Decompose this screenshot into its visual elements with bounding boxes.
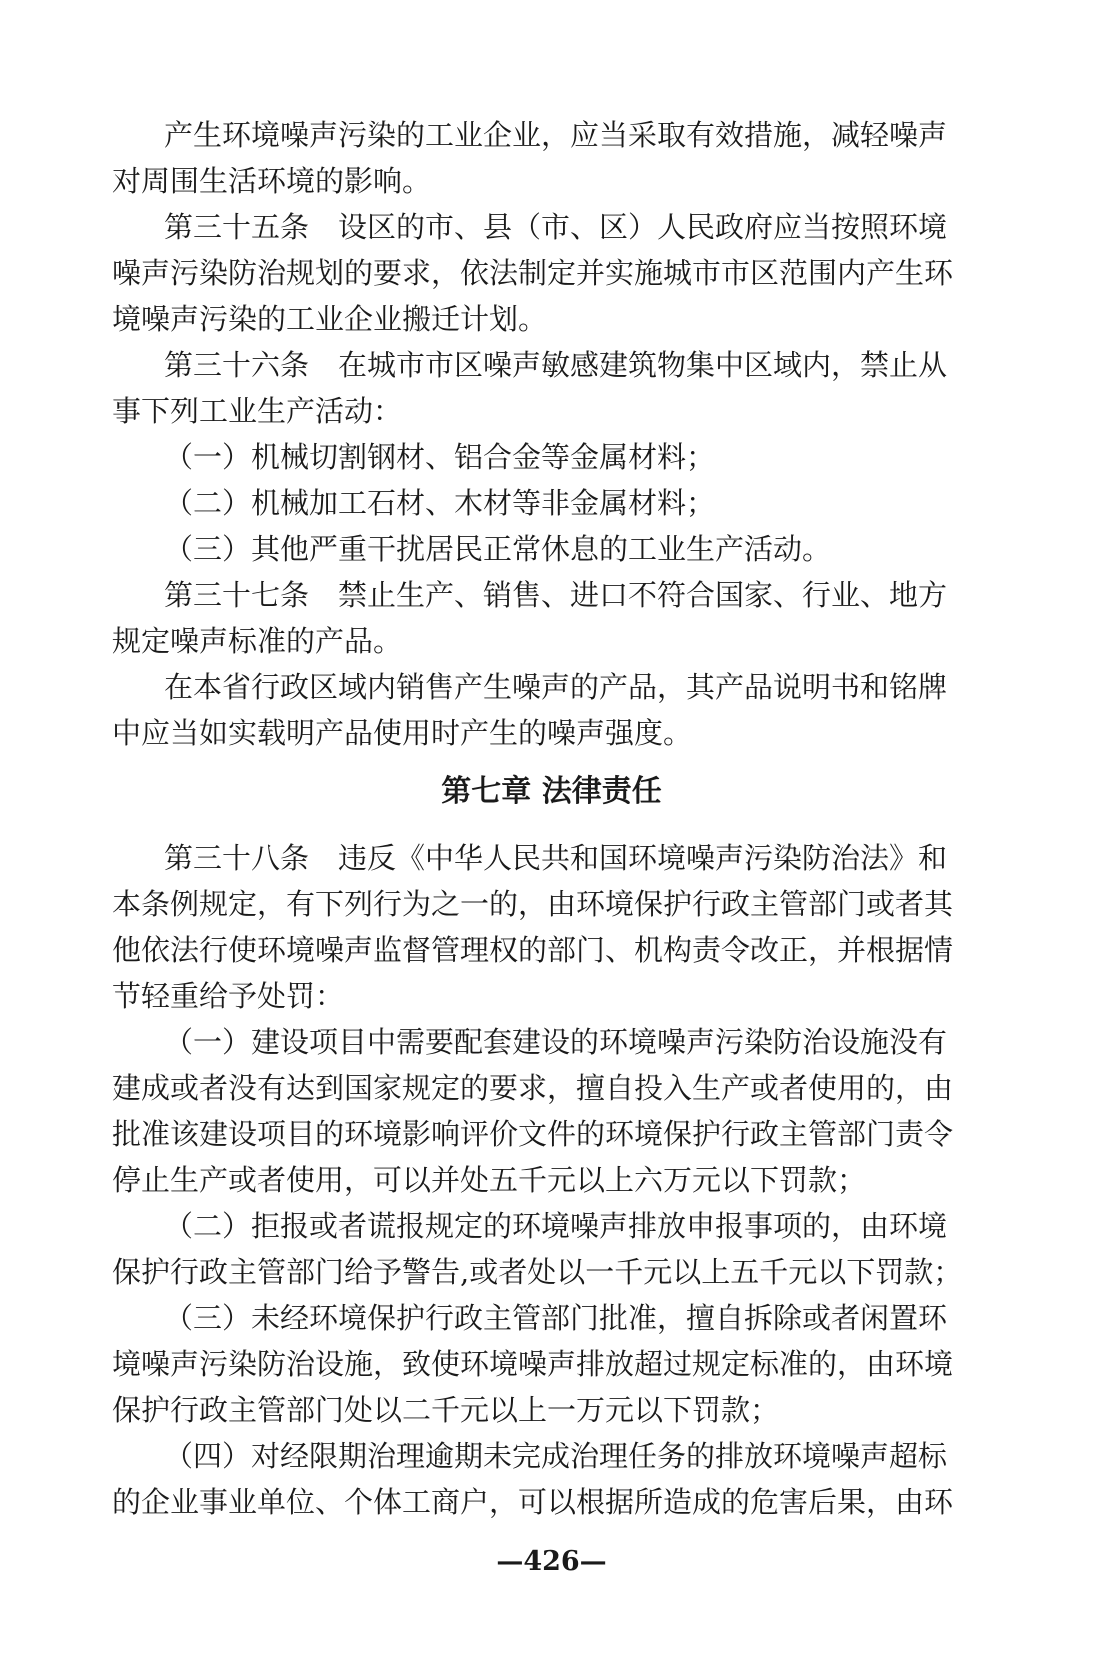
paragraph-line: 对周围生活环境的影响。	[112, 164, 432, 198]
paragraph-line: 批准该建设项目的环境影响评价文件的环境保护行政主管部门责令	[112, 1117, 954, 1151]
paragraph-line: 建成或者没有达到国家规定的要求，擅自投入生产或者使用的，由	[112, 1071, 954, 1105]
article-36-line: 第三十六条 在城市市区噪声敏感建筑物集中区域内，禁止从	[164, 348, 948, 382]
chapter-heading: 第七章 法律责任	[441, 774, 662, 809]
article-37-line: 第三十七条 禁止生产、销售、进口不符合国家、行业、地方	[164, 578, 948, 612]
paragraph-line: 规定噪声标准的产品。	[112, 624, 403, 658]
paragraph-line: 噪声污染防治规划的要求，依法制定并实施城市市区范围内产生环	[112, 256, 954, 290]
paragraph-line: 境噪声污染的工业企业搬迁计划。	[112, 302, 548, 336]
paragraph-line: 停止生产或者使用，可以并处五千元以上六万元以下罚款；	[112, 1163, 867, 1197]
paragraph-line: 境噪声污染防治设施，致使环境噪声排放超过规定标准的，由环境	[112, 1347, 954, 1381]
list-item-line: （二）拒报或者谎报规定的环境噪声排放申报事项的，由环境	[164, 1209, 948, 1243]
paragraph-line: 中应当如实载明产品使用时产生的噪声强度。	[112, 716, 693, 750]
paragraph-line: 节轻重给予处罚：	[112, 979, 345, 1013]
article-35-line: 第三十五条 设区的市、县（市、区）人民政府应当按照环境	[164, 210, 948, 244]
list-item-line: （一）建设项目中需要配套建设的环境噪声污染防治设施没有	[164, 1025, 948, 1059]
paragraph-line: 保护行政主管部门处以二千元以上一万元以下罚款；	[112, 1393, 780, 1427]
list-item-line: （二）机械加工石材、木材等非金属材料；	[164, 486, 716, 520]
paragraph-line: 他依法行使环境噪声监督管理权的部门、机构责令改正，并根据情	[112, 933, 954, 967]
article-38-line: 第三十八条 违反《中华人民共和国环境噪声污染防治法》和	[164, 841, 948, 875]
paragraph-line: 产生环境噪声污染的工业企业，应当采取有效措施，减轻噪声	[164, 118, 948, 152]
paragraph-line: 保护行政主管部门给予警告,或者处以一千元以上五千元以下罚款；	[112, 1255, 963, 1289]
paragraph-line: 的企业事业单位、个体工商户，可以根据所造成的危害后果，由环	[112, 1485, 954, 1519]
list-item-line: （三）其他严重干扰居民正常休息的工业生产活动。	[164, 532, 832, 566]
page-number: —426—	[496, 1546, 607, 1577]
paragraph-line: 本条例规定，有下列行为之一的，由环境保护行政主管部门或者其	[112, 887, 954, 921]
paragraph-line: 事下列工业生产活动：	[112, 394, 403, 428]
list-item-line: （一）机械切割钢材、铝合金等金属材料；	[164, 440, 716, 474]
list-item-line: （四）对经限期治理逾期未完成治理任务的排放环境噪声超标	[164, 1439, 948, 1473]
list-item-line: （三）未经环境保护行政主管部门批准，擅自拆除或者闲置环	[164, 1301, 948, 1335]
paragraph-line: 在本省行政区域内销售产生噪声的产品，其产品说明书和铭牌	[164, 670, 948, 704]
